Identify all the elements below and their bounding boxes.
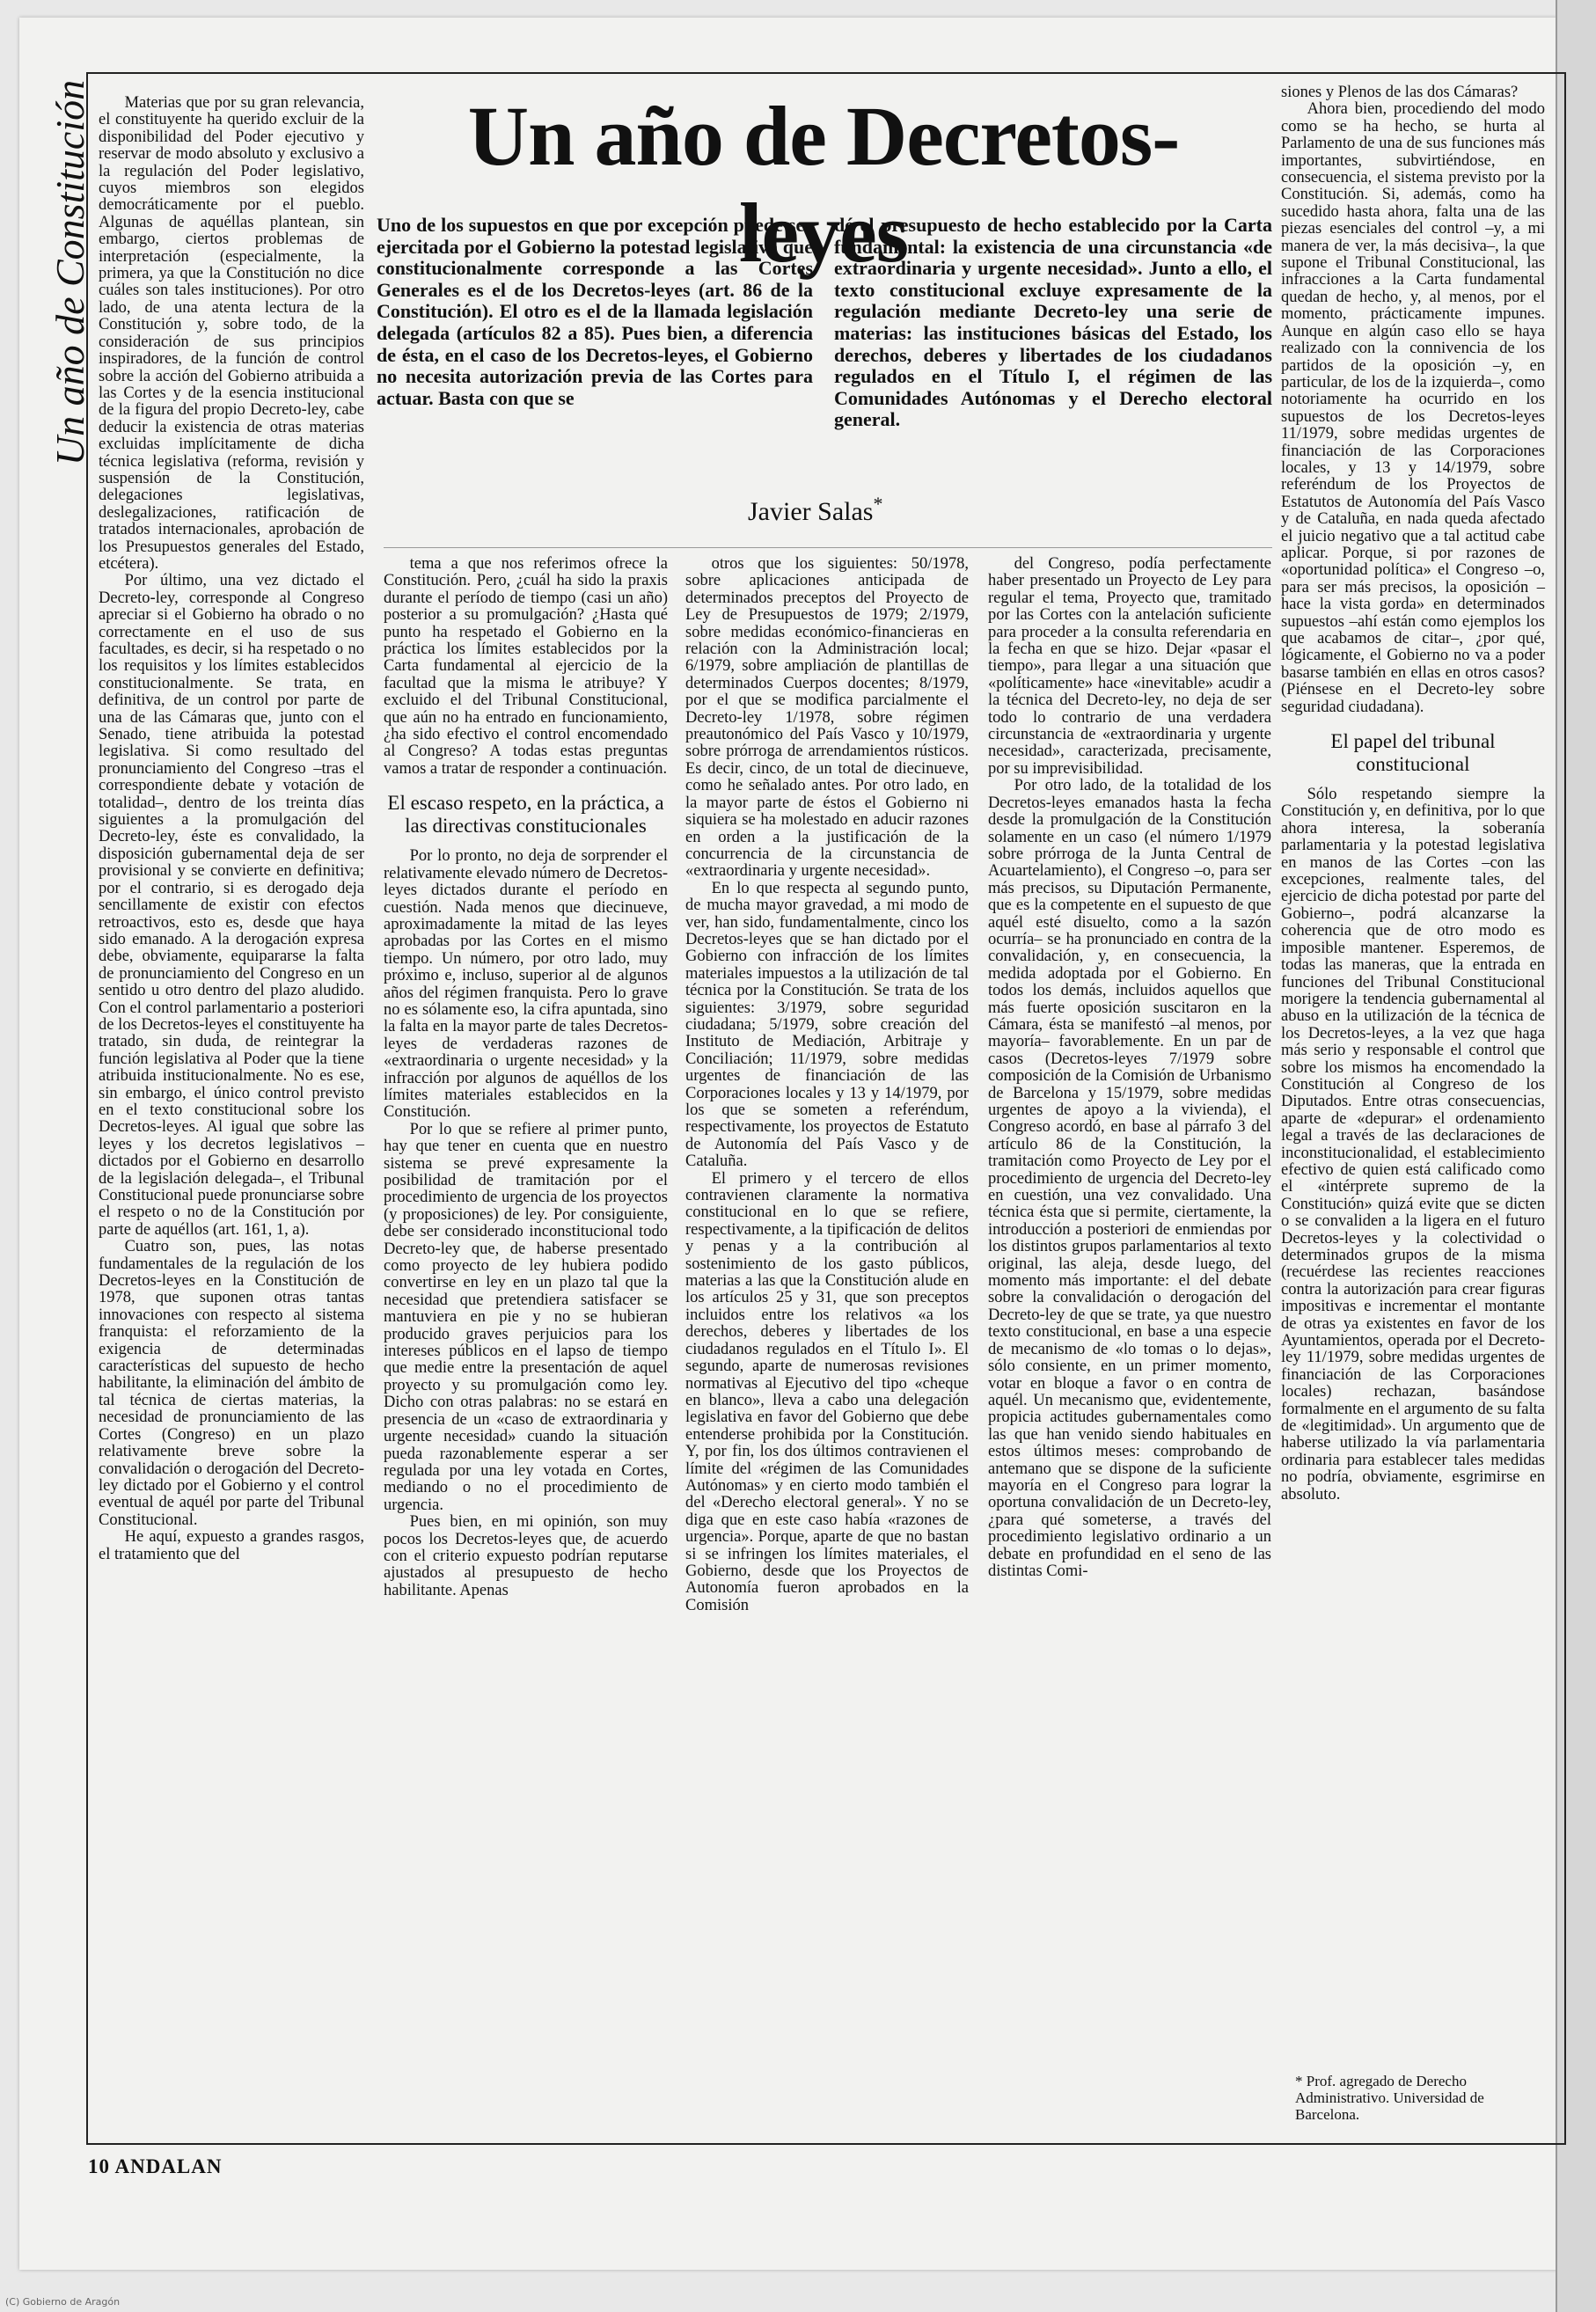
paragraph: otros que los siguientes: 50/1978, sobre aplicaciones anticipada de determinados preceptos del Proyecto de Ley de Presupuestos de 1979; 2/1979, sobre medidas económico-financieras en relación con la Administración local; 6/1979, sobre ampliación de plantillas de determinados Cuerpos docentes; 8/1979, por el que se modifica parcialmente el Decreto-ley 1/1978, sobre régimen preautonómico del País Vasco y 10/1979, sobre prórroga de arrendamientos rústicos. Es decir, cinco, de un total de diecinueve, como he señalado antes. Por otro lado, en la mayor parte de éstos el Gobierno ni siquiera se ha molestado en aducir razones en orden a la justificación de la concurrencia de la circunstancia de «extraordinaria y urgente necesidad».	[685, 555, 969, 881]
paragraph: Pues bien, en mi opinión, son muy pocos los Decretos-leyes que, de acuerdo con el criterio expuesto podrían reputarse ajustados al presupuesto de hecho habilitante. Apenas	[384, 1513, 668, 1599]
paragraph: Por lo que se refiere al primer punto, hay que tener en cuenta que en nuestro sistema se prevé expresamente la posibilidad de tramitación por el procedimiento de urgencia de los proyectos (y proposiciones) de ley. Por consiguiente, debe ser considerado inconstitucional todo Decreto-ley que, de haberse presentado como proyecto de ley hubiera podido convertirse en ley en un plazo tal que la necesidad que pretendiera satisfacer se mantuviera en pie y no se hubieran producido graves perjuicios para los intereses públicos en el lapso de tiempo que medie entre la presentación de aquel proyecto y su promulgación como ley. Dicho con otras palabras: no se estará en presencia de un «caso de extraordinaria y urgente necesidad» cuando la situación pueda razonablemente esperar a ser regulada por una ley votada en Cortes, mediando o no el procedimiento de urgencia.	[384, 1120, 668, 1514]
paragraph: Materias que por su gran relevancia, el constituyente ha querido excluir de la disponibilidad del Poder ejecutivo y reservar de modo absoluto y exclusivo a la regulación del Poder legislativo, cuyos miembros son elegidos democráticamente por el pueblo. Algunas de aquéllas plantean, sin embargo, ciertos problemas de interpretación (especialmente, la primera, ya que la Constitución no dice cuáles son tales instituciones). Por otro lado, de una atenta lectura de la Constitución y, sobre todo, de la consideración de sus principios inspiradores, de la función de control sobre la acción del Gobierno atribuida a las Cortes y de la esencia institucional de la figura del propio Decreto-ley, cabe deducir la existencia de otras materias excluidas implícitamente de dicha técnica legislativa (reforma, revisión y suspensión de la Constitución, delegaciones legislativas, deslegalizaciones, ratificación de tratados internacionales, aprobación de los Presupuestos generales del Estado, etcétera).	[99, 94, 364, 573]
lead-paragraph-right: dé el presupuesto de hecho establecido por la Carta fundamental: la existencia de una circunstancia «de extraordinaria y urgente necesidad». Junto a ello, el texto constitucional excluye expresamente de la regulación mediante Decreto-ley una serie de materias: las instituciones básicas del Estado, los derechos, deberes y libertades de los ciudadanos regulados en el Título I, el régimen de las Comunidades Autónomas y el Derecho electoral general.	[834, 214, 1272, 431]
paragraph: siones y Plenos de las dos Cámaras?	[1281, 84, 1519, 101]
image-credit: (C) Gobierno de Aragón	[5, 2296, 121, 2308]
paragraph: Sólo respetando siempre la Constitución y, en definitiva, por lo que ahora interesa, la soberanía parlamentaria y la potestad legislativa en manos de las Cortes –con las excepciones, realmente tales, del ejercicio de dicha potestad por parte del Gobierno–, podrá alcanzarse la coherencia que de otro modo es imposible mantener. Esperemos, de todas las maneras, que la entrada en funciones del Tribunal Constitucional morigere la tendencia gubernamental al abuso en la utilización de la técnica de los Decretos-leyes, a la vez que haga más serio y responsable el control que sobre los mismos ha encomendado la Constitución al Congreso de los Diputados. Entre otras consecuencias, aparte de «depurar» el ordenamiento legal a través de las declaraciones de inconstitucionalidad, el establecimiento efectivo de quien está calificado como el «intérprete supremo de la Constitución» quizá evite que se dicten o se convaliden a la ligera en el futuro Decretos-leyes y la colectividad o determinados grupos de la misma (recuérdese las recientes reacciones contra la autorización para crear figuras impositivas e incrementar el montante de otras ya existentes en favor de los Ayuntamientos, operada por el Decreto-ley 11/1979, sobre medidas urgentes de financiación de las Corporaciones locales) rechazan, basándose formalmente en el argumento de su falta de «legitimidad». Un argumento que de haberse utilizado la vía parlamentaria ordinaria para establecer tales medidas no podría, obviamente, esgrimirse en absoluto.	[1281, 786, 1545, 1504]
page-number: 10 ANDALAN	[88, 2155, 223, 2177]
author-footnote: * Prof. agregado de Derecho Administrativo. Universidad de Barcelona.	[1295, 2073, 1484, 2123]
author-name: Javier Salas	[748, 497, 874, 526]
paragraph: Ahora bien, procediendo del modo como se ha hecho, se hurta al Parlamento de una de sus funciones más importantes, subvirtiéndose, en consecuencia, el sistema previsto por la Constitución. Si, además, como ha sucedido hasta ahora, falta una de las piezas esenciales del control –y, a mi manera de ver, la más decisiva–, la que supone el Tribunal Constitucional, las infracciones a la Carta fundamental quedan de hecho, y, al menos, por el momento, prácticamente impunes. Aunque en algún caso ello se haya realizado con la connivencia de los partidos de la oposición –y, en particular, de los de la izquierda–, como notoriamente ha ocurrido en los supuestos de los Decretos-leyes 11/1979, sobre medidas urgentes de financiación de las Corporaciones locales, y 13 y 14/1979, sobre referéndum de los Proyectos de Estatutos de Autonomía del País Vasco y de Cataluña, en nada queda afectado el juicio negativo que a tal actitud cabe aplicar. Porque, si por razones de «oportunidad política» el Congreso –o, para ser más precisos, la oposición –hace la vista gorda» en determinados supuestos –ahí están como ejemplos los que acabamos de citar–, ¿por qué, lógicamente, el Gobierno no va a poder basarse también en ellas en otros casos? (Piénsese en el Decreto-ley sobre seguridad ciudadana).	[1281, 100, 1545, 716]
subheading: El escaso respeto, en la práctica, a las directivas constitucionales	[387, 792, 664, 838]
section-vertical-title: Un año de Constitución	[48, 79, 92, 466]
paragraph: del Congreso, podía perfectamente haber presentado un Proyecto de Ley para regular el tema, Proyecto que, tramitado por las Cortes con la antelación suficiente para proceder a la consulta referendaria en la fecha en que se hizo. Dejar «pasar el tiempo», para llegar a una situación que «políticamente» hace «inevitable» acudir a la técnica del Decreto-ley, no deja de ser todo lo contrario de una verdadera circunstancia de «extraordinaria y urgente necesidad», caracterizada, precisamente, por su imprevisibilidad.	[988, 555, 1271, 778]
paragraph: Por otro lado, de la totalidad de los Decretos-leyes emanados hasta la fecha desde la promulgación de la Constitución solamente en un caso (el número 1/1979 sobre prórroga de la Junta Central de Acuartelamiento), el Congreso –o, para ser más precisos, su Diputación Permanente, que es la competente en el supuesto de que aquél esté disuelto, como a la sazón ocurría– se ha pronunciado en contra de la convalidación, y, en consecuencia, la medida adoptada por el Gobierno. En todos los demás, incluidos aquellos que más fuerte oposición suscitaron en la Cámara, ésta se manifestó –al menos, por mayoría– favorablemente. En un par de casos (Decretos-leyes 7/1979 sobre composición de la Comisión de Urbanismo de Barcelona y 15/1979, sobre medidas urgentes de apoyo a la vivienda), el Congreso acordó, en base al párrafo 3 del artículo 86 de la Constitución, la tramitación como Proyecto de Ley por el procedimiento de urgencia del Decreto-ley en cuestión, una vez convalidado. Una técnica ésta que si permite, ciertamente, la introducción a posteriori de enmiendas por los distintos grupos parlamentarios al texto original, las aleja, desde luego, del momento más importante: el del debate sobre la convalidación o derogación del Decreto-ley de que se trate, ya que nuestro texto constitucional, en base a una especie de mecanismo de «lo tomas o lo dejas», sólo consiente, en un primer momento, votar en bloque a favor o en contra de aquél. Un mecanismo que, evidentemente, propicia actitudes gubernamentales como las que han venido siendo habituales en estos últimos meses: comprobando de antemano que se dispone de la suficiente mayoría en el Congreso para lograr la oportuna convalidación de un Decreto-ley, ¿para qué someterse, a través del procedimiento legislativo ordinario a un debate en profundidad en el seno de las distintas Comi-	[988, 777, 1271, 1580]
paragraph: El primero y el tercero de ellos contravienen claramente la normativa constitucional en lo que se refiere, respectivamente, a la tipificación de delitos y penas y a la contribución al sostenimiento de los gasto públicos, materias a las que la Constitución alude en los artículos 25 y 31, que son preceptos incluidos entre los relativos «a los derechos, deberes y libertades de los ciudadanos regulados en el Título I». El segundo, aparte de numerosas revisiones normativas al Ejecutivo del tipo «cheque en blanco», lleva a cabo una delegación legislativa en favor del Gobierno que debe entenderse prohibida por la Constitución. Y, por fin, los dos últimos contravienen el límite del «régimen de las Comunidades Autónomas» y en cierto modo también el del «Derecho electoral general». Y no se diga que en este caso había «razones de urgencia». Porque, aparte de que no bastan si se infringen los límites materiales, el Gobierno, desde que los Proyectos de Autonomía fueron aprobados en la Comisión	[685, 1169, 969, 1614]
article-headline: Un año de Decretos-leyes	[467, 89, 1180, 280]
byline-divider	[384, 547, 1272, 548]
subheading: El papel del tribunal constitucional	[1330, 730, 1496, 776]
paragraph: Por último, una vez dictado el Decreto-ley, corresponde al Congreso apreciar si el Gobierno ha obrado o no correctamente en el uso de sus facultades, es decir, si ha respetado o no los requisitos y los límites establecidos constitucionalmente. Se trata, en definitiva, de un control por parte de una de las Cámaras que, junto con el Senado, tiene atribuida la potestad legislativa. Si como resultado del pronunciamiento del Congreso –tras el correspondiente debate y votación de totalidad–, dentro de los treinta días siguientes a la promulgación del Decreto-ley, éste es convalidado, la disposición gubernamental deja de ser provisional y se convierte en definitiva; por el contrario, si es derogado deja sencillamente de existir con efectos retroactivos, esto es, desde que haya sido emanado. A la derogación expresa debe, obviamente, equipararse la falta de pronunciamiento del Congreso en un sentido u otro dentro del plazo aludido. Con el control parlamentario a posteriori de los Decretos-leyes el constituyente ha tratado, sin duda, de reintegrar la función legislativa al Poder que la tiene atribuida institucionalmente. No es ese, sin embargo, el único control previsto en el texto constitucional sobre los Decretos-leyes. Al igual que sobre las leyes y los decretos legislativos –dictados por el Gobierno en desarrollo de la legislación delegada–, el Tribunal Constitucional puede pronunciarse sobre el respeto o no de la Constitución por parte de aquéllos (art. 161, 1, a).	[99, 572, 364, 1239]
column-2	[384, 556, 668, 1599]
column-1	[99, 95, 364, 2136]
column-4	[988, 556, 1271, 1580]
paragraph: He aquí, expuesto a grandes rasgos, el tratamiento que del	[99, 1528, 364, 1563]
paragraph: tema a que nos referimos ofrece la Constitución. Pero, ¿cuál ha sido la praxis durante el período de tiempo (casi un año) posterior a su promulgación? ¿Hasta qué punto ha respetado el Gobierno en la práctica los límites establecidos por la Carta fundamental al ejercicio de la facultad que la misma le atribuye? Y excluido el del Tribunal Constitucional, que aún no ha entrado en funcionamiento, ¿ha sido efectivo el control encomendado al Congreso? A todas estas preguntas vamos a tratar de responder a continuación.	[384, 555, 668, 778]
paragraph: Por lo pronto, no deja de sorprender el relativamente elevado número de Decretos-leyes dictados durante el período en cuestión. Nada menos que diecinueve, aproximadamente la mitad de las leyes aprobadas por las Cortes en el mismo tiempo. Un número, por otro lado, muy próximo e, incluso, superior al de algunos años del régimen franquista. Pero lo grave no es sólamente eso, la cifra apuntada, sino la falta en la mayor parte de tales Decretos-leyes de verdaderas razones de «extraordinaria o urgente necesidad» y la infracción por algunos de aquéllos de los límites materiales establecidos en la Constitución.	[384, 847, 668, 1122]
column-3	[685, 556, 969, 1614]
paragraph: Cuatro son, pues, las notas fundamentales de la regulación de los Decretos-leyes en la Constitución de 1978, que suponen otras tantas innovaciones con respecto al sistema franquista: el reforzamiento de la exigencia de determinadas características del supuesto de hecho habilitante, la eliminación del ámbito de tal técnica de ciertas materias, la necesidad de pronunciamiento de las Cortes (Congreso) en un plazo relativamente breve sobre la convalidación o derogación del Decreto-ley dictado por el Gobierno y el control eventual de aquél por parte del Tribunal Constitucional.	[99, 1238, 364, 1529]
author-footnote-mark: *	[873, 493, 883, 515]
column-5	[1281, 84, 1545, 1504]
author-byline	[748, 493, 882, 527]
lead-paragraph-left: Uno de los supuestos en que por excepción puede ser ejercitada por el Gobierno la potestad legislativa que constitucionalmente corresponde a las Cortes Generales es el de los Decretos-leyes (art. 86 de la Constitución). El otro es el de la llamada legislación delegada (artículos 82 a 85). Pues bien, a diferencia de ésta, en el caso de los Decretos-leyes, el Gobierno no necesita autorización previa de las Cortes para actuar. Basta con que se	[377, 214, 813, 409]
paragraph: En lo que respecta al segundo punto, de mucha mayor gravedad, a mi modo de ver, han sido, fundamentalmente, cinco los Decretos-leyes que se han dictado por el Gobierno con infracción de los límites materiales impuestos a la utilización de tal técnica por la Constitución. Se trata de los siguientes: 3/1979, sobre seguridad ciudadana; 5/1979, sobre creación del Instituto de Mediación, Arbitraje y Conciliación; 11/1979, sobre medidas urgentes de financiación de las Corporaciones locales y 13 y 14/1979, por los que se someten a referéndum, respectivamente, los proyectos de Estatuto de Autonomía del País Vasco y de Cataluña.	[685, 879, 969, 1171]
